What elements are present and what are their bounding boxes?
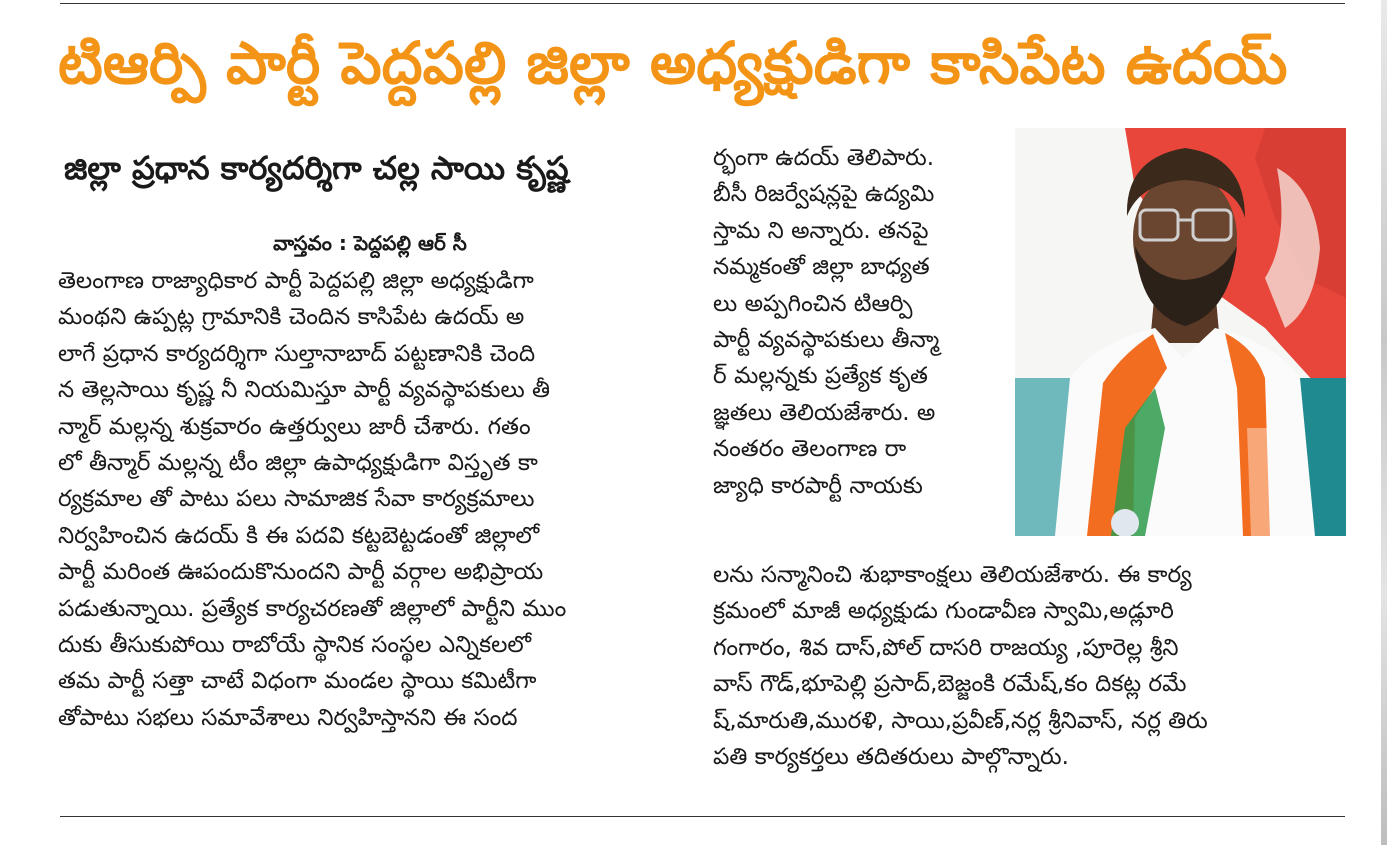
text-line: తెలంగాణ రాజ్యాధికార పార్టీ పెద్దపల్లి జిల్లా అధ్యక్షుడిగా [58, 268, 534, 294]
headline: టిఆర్పి పార్టీ పెద్దపల్లి జిల్లా అధ్యక్షుడిగా కాసిపేట ఉదయ్ [58, 29, 1288, 97]
text-line: దుకు తీసుకుపోయి రాబోయే స్థానిక సంస్థల ఎన్నికలలో [58, 632, 532, 659]
portrait-illustration [1015, 128, 1346, 536]
text-line: ష్,మారుతి,మురళి, సాయి,ప్రవీణ్,నర్ల శ్రీనివాస్, నర్ల తిరు [713, 707, 1208, 734]
text-line: న్మార్ మల్లన్న శుక్రవారం ఉత్తర్వులు జారీ చేశారు. గతం [58, 413, 531, 440]
text-line: న తెల్లసాయి కృష్ణ నీ నియమిస్తూ పార్టీ వ్యవస్థాపకులు తీ [58, 377, 551, 404]
bottom-rule [60, 816, 1345, 817]
text-line: నిర్వహించిన ఉదయ్ కి ఈ పదవి కట్టబెట్టడంతో జిల్లాలో [58, 522, 540, 549]
text-line: పార్టీ మరింత ఊపందుకొనుందని పార్టీ వర్గాల అభిప్రాయ [58, 559, 544, 586]
portrait-photo [1015, 128, 1346, 536]
text-line: నమ్మకంతో జిల్లా బాధ్యత [713, 254, 930, 281]
text-line: ర్భంగా ఉదయ్ తెలిపారు. [713, 145, 935, 171]
text-line: జ్ఞతలు తెలియజేశారు. అ [713, 399, 936, 426]
text-line: పతి కార్యకర్తలు తదితరులు పాల్గొన్నారు. [713, 744, 1069, 771]
text-line: నంతరం తెలంగాణ రా [713, 436, 907, 463]
top-rule [60, 3, 1345, 4]
page-edge-strip [1381, 0, 1387, 845]
text-line: స్తామ ని అన్నారు. తనపై [713, 217, 929, 244]
text-line: గంగారం, శివ దాస్,పోల్ దాసరి రాజయ్య ,పూరెల్ల శ్రీని [713, 634, 1179, 661]
bottom-column [713, 557, 1348, 775]
text-line: ర్ మల్లన్నకు ప్రత్యేక కృత [713, 363, 928, 390]
left-column [58, 263, 688, 736]
text-line: తమ పార్టీ సత్తా చాటే విధంగా మండల స్థాయి కమిటీగా [58, 668, 537, 695]
text-line: తోపాటు సభలు సమావేశాలు నిర్వహిస్తానని ఈ సంద [58, 704, 518, 731]
text-line: లాగే ప్రధాన కార్యదర్శిగా సుల్తానాబాద్ పట్టణానికి చెంది [58, 340, 536, 367]
text-line: పార్టీ వ్యవస్థాపకులు తీన్మా [713, 327, 940, 354]
text-line: లో తీన్మార్ మల్లన్న టీం జిల్లా ఉపాధ్యక్షుడిగా విస్తృత కా [58, 450, 538, 477]
text-line: మంథని ఉప్పట్ల గ్రామానికి చెందిన కాసిపేట ఉదయ్ అ [58, 304, 525, 331]
text-line: లను సన్మానించి శుభాకాంక్షలు తెలియజేశారు. ఈ కార్య [713, 562, 1192, 588]
text-line: జ్యాధి కారపార్టీ నాయకు [713, 472, 923, 499]
subheadline: జిల్లా ప్రధాన కార్యదర్శిగా చల్ల సాయి కృష్ణ [64, 149, 569, 187]
text-line: వాస్ గౌడ్,భూపెల్లి ప్రసాద్,బెజ్జంకి రమేష్,కం దికట్ల రమే [713, 671, 1187, 698]
text-line: లు అప్పగించిన టిఆర్పి [713, 290, 913, 317]
text-line: ర్యక్రమాల తో పాటు పలు సామాజిక సేవా కార్యక్రమాలు [58, 486, 535, 513]
middle-column [713, 140, 1008, 504]
text-line: పడుతున్నాయి. ప్రత్యేక కార్యచరణతో జిల్లాలో పార్టీని ముం [58, 595, 567, 622]
text-line: బీసీ రిజర్వేషన్లపై ఉద్యమి [713, 181, 935, 208]
text-line: క్రమంలో మాజీ అధ్యక్షుడు గుండావీణ స్వామి,అడ్లూరి [713, 598, 1174, 625]
dateline: వాస్తవం : పెద్దపల్లి ఆర్ సీ [273, 231, 467, 255]
